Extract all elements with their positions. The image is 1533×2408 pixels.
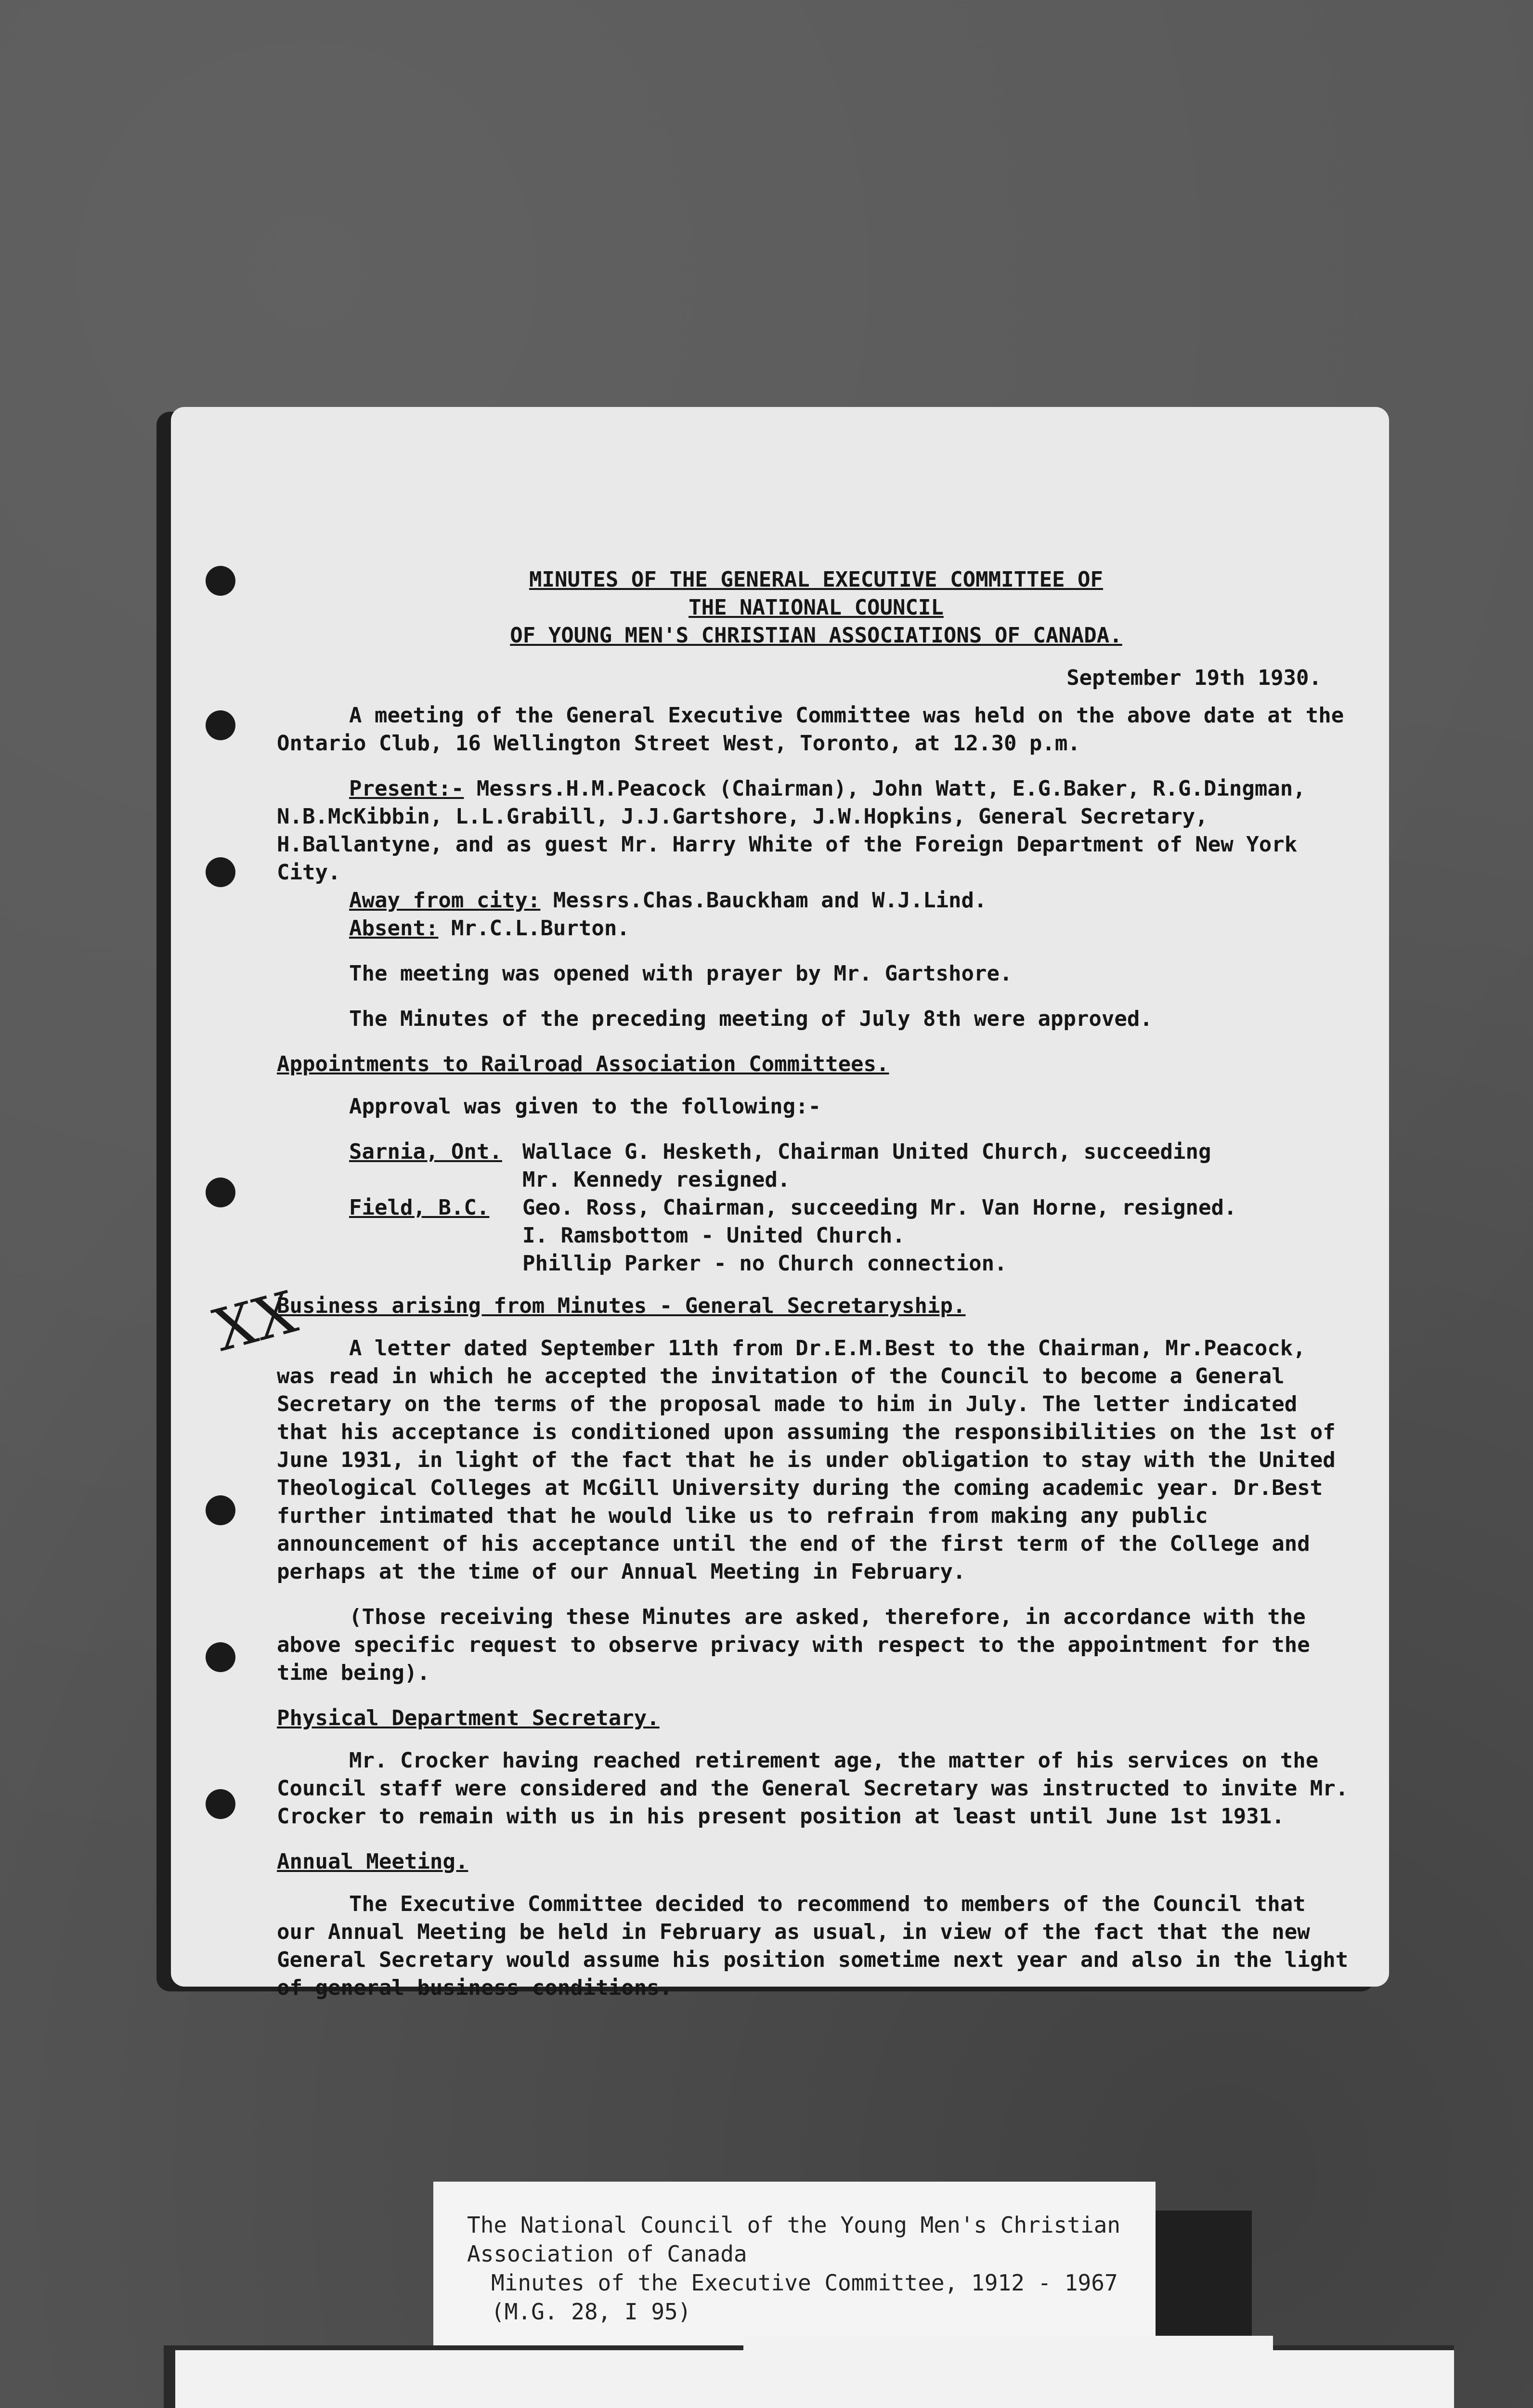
present-label: Present:-	[349, 776, 464, 801]
section-heading-annual-meeting: Annual Meeting.	[277, 1849, 468, 1874]
appointment-line: Phillip Parker - no Church connection.	[522, 1251, 1007, 1276]
title-line-3: OF YOUNG MEN'S CHRISTIAN ASSOCIATIONS OF CANADA.	[510, 623, 1122, 648]
document-title	[277, 566, 1355, 650]
away-label: Away from city:	[349, 888, 541, 913]
appointment-details	[522, 1138, 1355, 1194]
archive-card	[164, 2345, 1454, 2408]
approval-paragraph: Approval was given to the following:-	[349, 1094, 821, 1119]
reference-line: Association of Canada	[467, 2241, 747, 2267]
privacy-paragraph: (Those receiving these Minutes are asked, therefore, in accordance with the above specific request to observe privacy with respect to the appointment for the time being).	[277, 1605, 1310, 1685]
away-line	[349, 887, 1355, 915]
away-text: Messrs.Chas.Bauckham and W.J.Lind.	[553, 888, 987, 913]
appointment-row	[349, 1194, 1355, 1278]
reference-line: The National Council of the Young Men's Christian	[467, 2212, 1121, 2238]
appointment-line: Mr. Kennedy resigned.	[522, 1167, 791, 1192]
punch-hole	[206, 710, 235, 740]
minutes-page	[171, 407, 1389, 2000]
minutes-body	[277, 566, 1355, 2019]
punch-hole	[206, 1495, 235, 1525]
section-heading-physical-department: Physical Department Secretary.	[277, 1706, 660, 1730]
appointment-location: Field, B.C.	[349, 1195, 490, 1220]
appointment-line: Wallace G. Hesketh, Chairman United Church, succeeding	[522, 1139, 1211, 1164]
meeting-date: September 19th 1930.	[1066, 666, 1322, 690]
absent-line	[349, 915, 1355, 942]
punch-hole	[206, 857, 235, 887]
physical-department-paragraph: Mr. Crocker having reached retirement age, the matter of his services on the Council staff were considered and the General Secretary was instructed to invite Mr. Crocker to remain with us in his present position at least until June 1st 1931.	[277, 1748, 1349, 1829]
section-heading-general-secretaryship: Business arising from Minutes - General Secretaryship.	[277, 1294, 966, 1318]
prayer-paragraph: The meeting was opened with prayer by Mr. Gartshore.	[349, 961, 1013, 986]
secretaryship-paragraph: A letter dated September 11th from Dr.E.M.Best to the Chairman, Mr.Peacock, was read in which he accepted the invitation of the Council to become a General Secretary on the terms of the proposal made to him in July. The letter indicated that his acceptance is conditioned upon assuming the responsibilities on the 1st of June 1931, in light of the fact that he is under obligation to stay with the United Theological Colleges at McGill University during the coming academic year. Dr.Best further intimated that he would like us to refrain from making any public announcement of his acceptance until the end of the first term of the College and perhaps at the time of our Annual Meeting in February.	[277, 1336, 1336, 1584]
appointment-line: Geo. Ross, Chairman, succeeding Mr. Van Horne, resigned.	[522, 1195, 1237, 1220]
appointment-row	[349, 1138, 1355, 1194]
title-line-2: THE NATIONAL COUNCIL	[689, 595, 944, 620]
absent-label: Absent:	[349, 916, 439, 941]
reference-line: Minutes of the Executive Committee, 1912 - 1967	[491, 2270, 1118, 2296]
appointment-details	[522, 1194, 1355, 1278]
margin-mark: XX	[207, 1279, 304, 1365]
punch-hole	[206, 1789, 235, 1819]
title-line-1: MINUTES OF THE GENERAL EXECUTIVE COMMITTEE OF	[529, 567, 1104, 592]
punch-hole	[206, 566, 235, 596]
intro-paragraph: A meeting of the General Executive Committee was held on the above date at the Ontario Club, 16 Wellington Street West, Toronto, at 12.30 p.m.	[277, 703, 1344, 756]
punch-hole	[206, 1642, 235, 1672]
appointment-line: I. Ramsbottom - United Church.	[522, 1223, 905, 1248]
absent-text: Mr.C.L.Burton.	[451, 916, 630, 941]
section-heading-appointments: Appointments to Railroad Association Committees.	[277, 1052, 889, 1076]
reference-line: (M.G. 28, I 95)	[491, 2299, 691, 2325]
present-paragraph	[277, 775, 1355, 887]
annual-meeting-paragraph: The Executive Committee decided to recommend to members of the Council that our Annual Meeting be held in February as usual, in view of the fact that the new General Secretary would assume his position sometime next year and also in the light of general business conditions.	[277, 1892, 1349, 2000]
archive-card-tab	[743, 2336, 1273, 2374]
appointment-location: Sarnia, Ont.	[349, 1139, 502, 1164]
punch-hole	[206, 1178, 235, 1207]
present-text: Messrs.H.M.Peacock (Chairman), John Watt, E.G.Baker, R.G.Dingman, N.B.McKibbin, L.L.Grabill, J.J.Gartshore, J.W.Hopkins, General Secretary, H.Ballantyne, and as guest Mr. Harry White of the Foreign Department of New York City.	[277, 776, 1306, 885]
minutes-approved-paragraph: The Minutes of the preceding meeting of July 8th were approved.	[349, 1007, 1153, 1031]
